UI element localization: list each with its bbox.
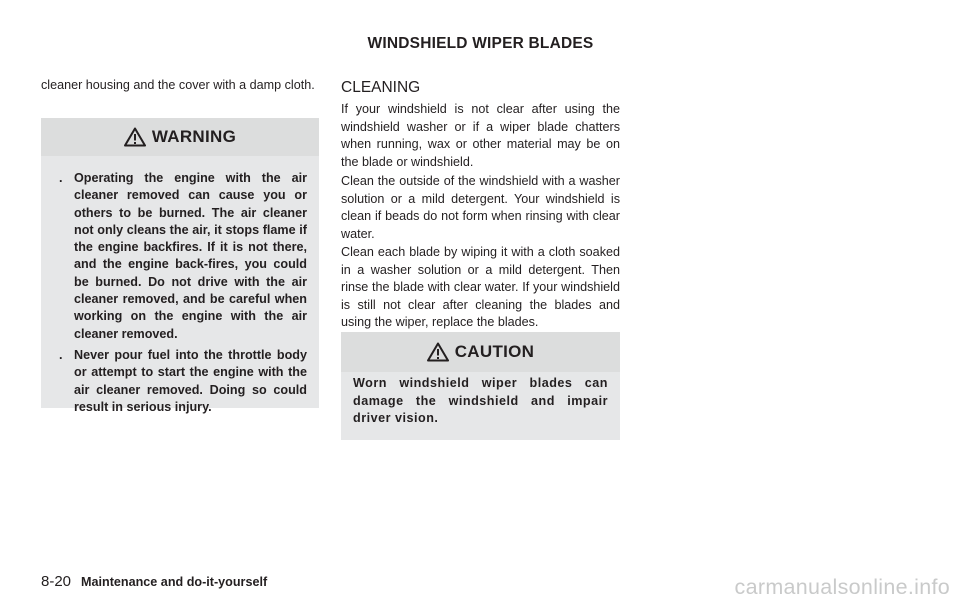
watermark: carmanualsonline.info xyxy=(734,575,950,599)
warning-bullet xyxy=(41,347,319,416)
warning-bullet-text: Never pour fuel into the throttle body or attempt to start the engine with the air cleaner removed. Doing so could result in serious injury. xyxy=(74,347,307,414)
page-number: 8-20 xyxy=(41,573,72,590)
bullet-dot: . xyxy=(59,347,63,362)
bullet-dot: . xyxy=(59,171,63,185)
warning-bullet-text: Operating the engine with the air cleaner removed can cause you or others to be burned. The air cleaner not only cleans the air, it stops flame if the engine backfires. If it is not there, and the engine back-fires, you could be burned. Do not drive with the air cleaner removed, and be careful when working on the engine with the air cleaner removed. xyxy=(74,171,307,341)
cleaning-paragraph: If your windshield is not clear after using the windshield washer or if a wiper blade chatters when running, wax or other material may be on the blade or windshield. xyxy=(341,102,620,169)
caution-title: CAUTION xyxy=(454,342,535,361)
warning-body xyxy=(41,156,319,414)
caution-body xyxy=(341,372,620,440)
footer-section-title: Maintenance and do-it-yourself xyxy=(81,575,268,589)
cleaning-heading: CLEANING xyxy=(341,79,421,96)
cleaning-paragraph: Clean each blade by wiping it with a cloth soaked in a washer solution or a mild detergent. Then rinse the blade with clear water. If your windshield is still not clear after cleaning the blades and using the wiper, replace the blades. xyxy=(341,245,620,330)
intro-text: cleaner housing and the cover with a damp cloth. xyxy=(41,78,315,92)
caution-triangle-icon xyxy=(427,342,449,362)
cleaning-paragraph: Clean the outside of the windshield with a washer solution or a mild detergent. Your windshield is clean if beads do not form when rinsing with clear water. xyxy=(341,174,620,241)
caution-text: Worn windshield wiper blades can damage the windshield and impair driver vision. xyxy=(353,376,608,426)
page-footer xyxy=(41,573,267,590)
section-header: WINDSHIELD WIPER BLADES xyxy=(367,35,594,52)
warning-bullet xyxy=(41,170,319,343)
warning-triangle-icon xyxy=(124,127,146,147)
caution-box xyxy=(341,332,620,440)
warning-box xyxy=(41,118,319,414)
warning-list xyxy=(41,170,319,416)
caution-header xyxy=(341,332,620,372)
warning-title: WARNING xyxy=(151,127,237,146)
warning-header xyxy=(41,118,319,156)
